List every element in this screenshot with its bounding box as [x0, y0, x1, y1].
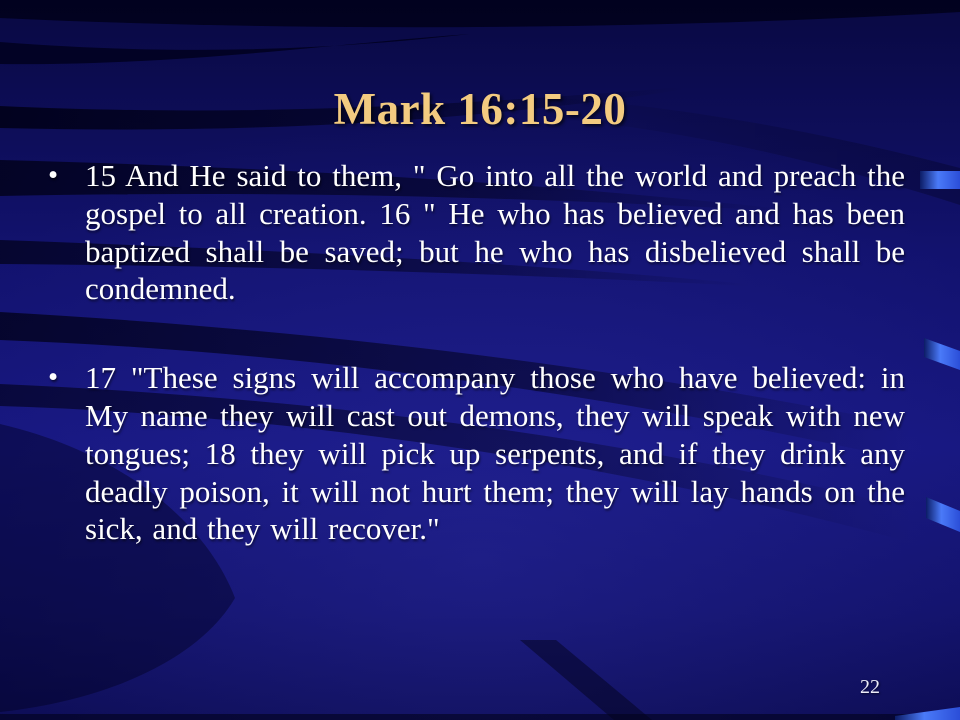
- bullet-text: 15 And He said to them, " Go into all the world and preach the gospel to all creation. 16 " He who has believed and has been baptized shall be saved; but he who has disbelieved shall be condemned.: [85, 158, 905, 307]
- bullet-icon: •: [48, 159, 59, 191]
- slide-body: [48, 157, 905, 548]
- bullet-item-verse-17-18: [48, 359, 905, 548]
- bullet-icon: •: [48, 361, 59, 394]
- slide-number: 22: [860, 676, 880, 698]
- bullet-text: 17 "These signs will accompany those who have believed: in My name they will cast out demons, they will speak with new tongues; 18 they will pick up serpents, and if they drink any deadly poison, it will not hurt them; they will lay hands on the sick, and they will recover.": [85, 360, 905, 547]
- bullet-item-verse-15-16: [48, 157, 905, 308]
- slide-title: Mark 16:15-20: [333, 84, 627, 134]
